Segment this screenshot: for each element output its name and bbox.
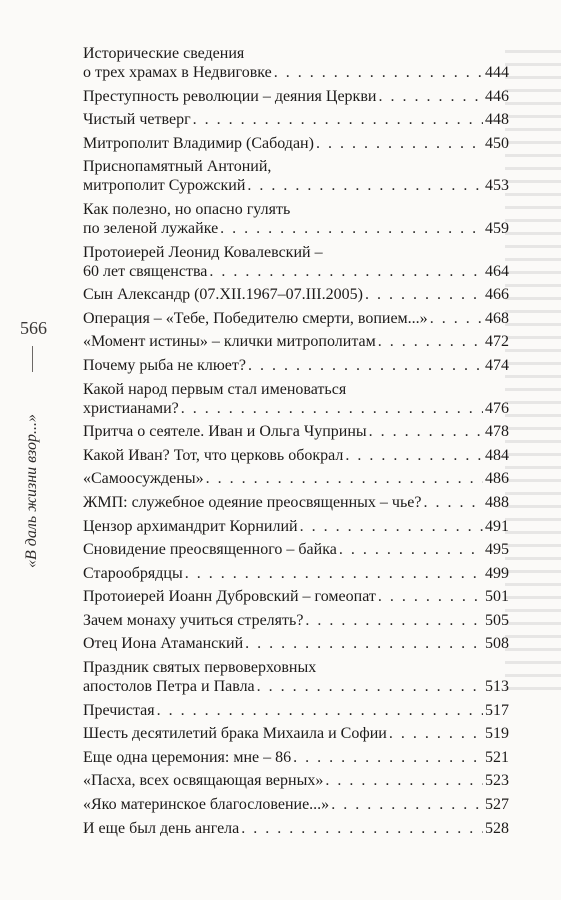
toc-entry-title-line: о трех храмах в Недвиговке — [83, 64, 272, 81]
toc-entry-page-number: 513 — [485, 678, 509, 696]
toc-entry-last-line — [83, 587, 509, 606]
page-number: 566 — [20, 318, 47, 338]
toc-entry-last-line — [83, 332, 509, 351]
dot-leader — [274, 63, 483, 82]
toc-entry-page-number: 446 — [485, 87, 509, 105]
dot-leader — [185, 564, 483, 583]
toc-entry-last-line — [83, 399, 509, 418]
toc-entry-title-line: Цензор архимандрит Корнилий — [83, 517, 298, 535]
toc-entry-last-line — [83, 724, 509, 743]
toc-entry-title-line: И еще был день ангела — [83, 819, 240, 837]
toc-entry-title-line: Отец Иона Атаманский — [83, 635, 244, 653]
toc-entry-title-line: 60 лет священства — [83, 262, 208, 280]
toc-entry-title-line: Сын Александр (07.XII.1967–07.III.2005) — [83, 286, 363, 304]
toc-entry[interactable] — [83, 634, 509, 653]
dot-leader — [257, 677, 483, 696]
toc-entry-page-number: 501 — [485, 588, 509, 606]
toc-entry-title-line: «Самоосуждены» — [83, 470, 204, 488]
toc-entry-title-line: Старообрядцы — [83, 564, 183, 582]
toc-entry[interactable] — [83, 540, 509, 559]
toc-entry-title-line: Преступность революции – деяния Церкви — [83, 87, 377, 105]
toc-entry[interactable] — [83, 243, 509, 281]
toc-entry-last-line — [83, 356, 509, 375]
toc-entry[interactable] — [83, 422, 509, 441]
toc-entry[interactable] — [83, 611, 509, 630]
toc-entry[interactable] — [83, 819, 509, 838]
toc-entry-last-line — [83, 422, 509, 441]
toc-entry-title-line: Еще одна церемония: мне – 86 — [83, 748, 292, 766]
dot-leader — [293, 748, 483, 767]
toc-entry-title-line: Притча о сеятеле. Иван и Ольга Чуприны — [83, 423, 367, 441]
toc-entry-title-line: по зеленой лужайке — [83, 219, 219, 237]
toc-entry-page-number: 450 — [485, 134, 509, 152]
dot-leader — [378, 587, 483, 606]
toc-entry-title-line: «Яко материнское благословение...» — [83, 796, 330, 814]
toc-entry-title-line: Сновидение преосвященного – байка — [83, 541, 337, 559]
toc-entry[interactable] — [83, 493, 509, 512]
toc-entry-last-line — [83, 309, 509, 328]
toc-entry[interactable] — [83, 724, 509, 743]
dot-leader — [365, 285, 483, 304]
toc-entry-last-line — [83, 87, 509, 106]
toc-entry-last-line — [83, 540, 509, 559]
dot-leader — [157, 701, 483, 720]
toc-entry-page-number: 508 — [485, 635, 509, 653]
dot-leader — [378, 332, 483, 351]
dot-leader — [245, 634, 483, 653]
toc-entry-last-line — [83, 110, 509, 129]
toc-entry-last-line — [83, 63, 509, 82]
toc-entry-page-number: 528 — [485, 819, 509, 837]
toc-entry-title-line: Протоиерей Леонид Ковалевский – — [83, 243, 323, 261]
toc-entry[interactable] — [83, 771, 509, 790]
toc-entry-last-line — [83, 134, 509, 153]
toc-entry-page-number: 464 — [485, 262, 509, 280]
toc-entry[interactable] — [83, 748, 509, 767]
toc-entry-page-number: 486 — [485, 470, 509, 488]
toc-entry-page-number: 474 — [485, 356, 509, 374]
toc-entry-page-number: 453 — [485, 177, 509, 195]
toc-entry-title-line: Приснопамятный Антоний, — [83, 158, 272, 176]
toc-entry-title-line: Митрополит Владимир (Сабодан) — [83, 134, 314, 152]
dot-leader — [339, 540, 483, 559]
toc-entry-last-line — [83, 634, 509, 653]
toc-entry[interactable] — [83, 701, 509, 720]
toc-entry[interactable] — [83, 469, 509, 488]
toc-entry-title-line: Почему рыба не клюет? — [83, 356, 246, 374]
toc-entry-title-line: Операция – «Тебе, Победителю смерти, вопием...» — [83, 309, 428, 327]
dot-leader — [430, 309, 483, 328]
toc-entry[interactable] — [83, 309, 509, 328]
toc-entry-last-line — [83, 517, 509, 536]
toc-entry-title-line: митрополит Сурожский — [83, 177, 246, 195]
toc-entry-page-number: 448 — [485, 111, 509, 129]
toc-entry-last-line — [83, 795, 509, 814]
toc-entry-title-line: христианами? — [83, 399, 179, 417]
toc-entry-title-line: апостолов Петра и Павла — [83, 678, 255, 696]
toc-entry-last-line — [83, 176, 509, 195]
dot-leader — [300, 517, 483, 536]
toc-entry-page-number: 468 — [485, 309, 509, 327]
dot-leader — [206, 469, 483, 488]
dot-leader — [423, 493, 483, 512]
toc-entry-page-number: 444 — [485, 64, 509, 81]
toc-entry-title-line: Какой Иван? Тот, что церковь обокрал — [83, 446, 344, 464]
toc-entry-last-line — [83, 748, 509, 767]
toc-entry-last-line — [83, 771, 509, 790]
toc-entry-title-line: «Момент истины» – клички митрополитам — [83, 333, 376, 351]
toc-entry[interactable] — [83, 332, 509, 351]
toc-entry[interactable] — [83, 87, 509, 106]
toc-entry-title-line: «Пасха, всех освящающая верных» — [83, 772, 324, 790]
toc-entry-page-number: 499 — [485, 564, 509, 582]
toc-entry-title-line: Шесть десятилетий брака Михаила и Софии — [83, 725, 387, 743]
toc-entry[interactable] — [83, 200, 509, 238]
toc-entry-page-number: 523 — [485, 772, 509, 790]
dot-leader — [247, 176, 483, 195]
toc-entry[interactable] — [83, 44, 509, 82]
toc-entry-page-number: 484 — [485, 446, 509, 464]
toc-entry-last-line — [83, 285, 509, 304]
toc-entry-page-number: 466 — [485, 286, 509, 304]
dot-leader — [193, 110, 483, 129]
toc-entry-page-number: 478 — [485, 423, 509, 441]
toc-entry-title-line: Как полезно, но опасно гулять — [83, 200, 291, 218]
toc-entry[interactable] — [83, 157, 509, 195]
dot-leader — [316, 134, 483, 153]
toc-entry-last-line — [83, 469, 509, 488]
toc-entry-last-line — [83, 493, 509, 512]
toc-entry[interactable] — [83, 517, 509, 536]
toc-entry-last-line — [83, 446, 509, 465]
toc-entry-page-number: 459 — [485, 219, 509, 237]
toc-entry-last-line — [83, 219, 509, 238]
toc-entry[interactable] — [83, 380, 509, 418]
dot-leader — [389, 724, 483, 743]
dot-leader — [325, 771, 483, 790]
dot-leader — [209, 262, 483, 281]
dot-leader — [345, 446, 483, 465]
toc-entry-page-number: 517 — [485, 701, 509, 719]
toc-entry-title-line: Какой народ первым стал именоваться — [83, 380, 347, 398]
dot-leader — [241, 819, 483, 838]
toc-entry-page-number: 521 — [485, 748, 509, 766]
dot-leader — [181, 399, 483, 418]
toc-entry-last-line — [83, 677, 509, 696]
page-margin — [20, 318, 47, 568]
running-title: «В даль жизни взор...» — [23, 414, 40, 568]
toc-entry-title-line: Чистый четверг — [83, 111, 191, 129]
toc-entry[interactable] — [83, 658, 509, 696]
toc-entry[interactable] — [83, 110, 509, 129]
toc-entry[interactable] — [83, 134, 509, 153]
toc-entry[interactable] — [83, 285, 509, 304]
toc-entry-last-line — [83, 262, 509, 281]
toc-entry[interactable] — [83, 446, 509, 465]
dot-leader — [305, 611, 483, 630]
toc-entry[interactable] — [83, 795, 509, 814]
toc-entry-page-number: 476 — [485, 399, 509, 417]
dot-leader — [331, 795, 483, 814]
toc-entry-title-line: Зачем монаху учиться стрелять? — [83, 611, 304, 629]
toc-entry-page-number: 495 — [485, 541, 509, 559]
dot-leader — [248, 356, 483, 375]
toc-entry-last-line — [83, 701, 509, 720]
toc-entry-last-line — [83, 819, 509, 838]
dot-leader — [369, 422, 483, 441]
toc-entry-title-line: Праздник святых первоверховных — [83, 659, 317, 677]
dot-leader — [220, 219, 483, 238]
dot-leader — [378, 87, 483, 106]
toc-entry-page-number: 488 — [485, 493, 509, 511]
toc-entry-last-line — [83, 611, 509, 630]
toc-entry-page-number: 505 — [485, 611, 509, 629]
toc-entry[interactable] — [83, 564, 509, 583]
toc-entry-page-number: 472 — [485, 333, 509, 351]
toc-entry-title-line: ЖМП: служебное одеяние преосвященных – чье? — [83, 493, 422, 511]
toc-entry-title-line: Пречистая — [83, 701, 155, 719]
toc-entry[interactable] — [83, 356, 509, 375]
toc-entry-last-line — [83, 564, 509, 583]
toc-entry-title-line: Исторические сведения — [83, 45, 245, 62]
toc-entry-page-number: 519 — [485, 725, 509, 743]
toc-entry-page-number: 491 — [485, 517, 509, 535]
margin-divider — [32, 346, 33, 372]
toc-entry[interactable] — [83, 587, 509, 606]
table-of-contents — [83, 44, 509, 842]
toc-entry-page-number: 527 — [485, 796, 509, 814]
toc-entry-title-line: Протоиерей Иоанн Дубровский – гомеопат — [83, 588, 376, 606]
